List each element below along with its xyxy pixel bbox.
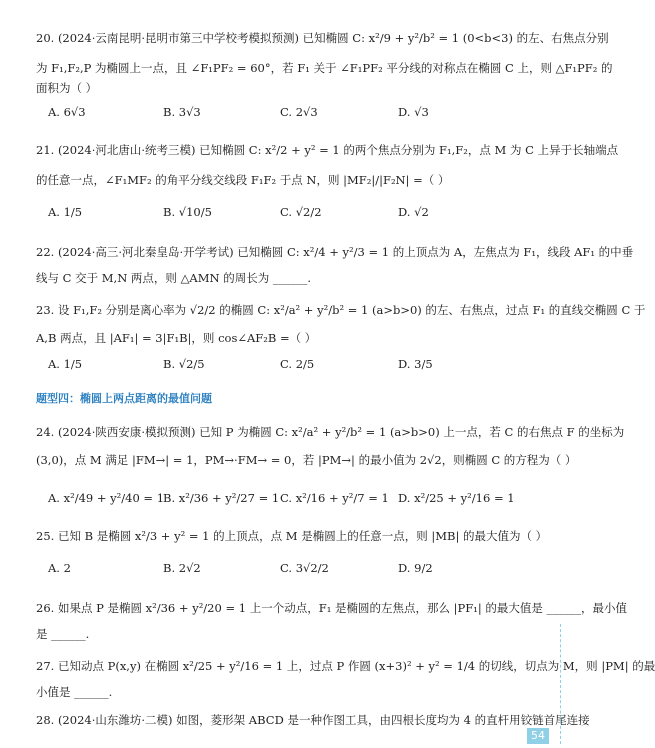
question-line: 的任意一点，∠F₁MF₂ 的角平分线交线段 F₁F₂ 于点 N，则 |MF₂|/|F₂N| =（ ） — [36, 173, 450, 187]
question-line: 线与 C 交于 M,N 两点，则 △AMN 的周长为 ______. — [36, 271, 312, 285]
question-line: 25. 已知 B 是椭圆 x²/3 + y² = 1 的上顶点，点 M 是椭圆上的任意一点，则 |MB| 的最大值为（ ） — [36, 529, 548, 543]
question-line: 28. (2024·山东潍坊·二模) 如图，菱形架 ABCD 是一种作图工具，由四根长度均为 4 的直杆用铰链首尾连接 — [36, 713, 590, 727]
question-line: (3,0)，点 M 满足 |FM→| = 1，PM→·FM→ = 0，若 |PM→| 的最小值为 2√2，则椭圆 C 的方程为（ ） — [36, 453, 577, 467]
question-line: 是 ______. — [36, 627, 90, 641]
answer-option: B. 3√3 — [163, 105, 201, 119]
question-line: 小值是 ______. — [36, 685, 113, 699]
answer-option: C. 2√3 — [280, 105, 318, 119]
answer-option: A. 2 — [48, 561, 71, 575]
question-line: 20. (2024·云南昆明·昆明市第三中学校考模拟预测) 已知椭圆 C: x²/9 + y²/b² = 1 (0<b<3) 的左、右焦点分别 — [36, 31, 609, 45]
answer-option: C. 3√2/2 — [280, 561, 329, 575]
answer-option: C. √2/2 — [280, 205, 322, 219]
margin-decoration — [560, 624, 561, 744]
page-number: 54 — [527, 728, 549, 744]
answer-option: A. x²/49 + y²/40 = 1 — [48, 491, 165, 505]
question-line: 23. 设 F₁,F₂ 分别是离心率为 √2/2 的椭圆 C: x²/a² + y²/b² = 1 (a>b>0) 的左、右焦点，过点 F₁ 的直线交椭圆 C 于 — [36, 303, 646, 317]
question-line: 24. (2024·陕西安康·模拟预测) 已知 P 为椭圆 C: x²/a² + y²/b² = 1 (a>b>0) 上一点，若 C 的右焦点 F 的坐标为 — [36, 425, 625, 439]
answer-option: A. 1/5 — [48, 205, 83, 219]
question-line: 27. 已知动点 P(x,y) 在椭圆 x²/25 + y²/16 = 1 上，过点 P 作圆 (x+3)² + y² = 1/4 的切线，切点为 M，则 |PM| 的最 — [36, 659, 655, 673]
answer-option: D. √2 — [398, 205, 429, 219]
answer-option: B. √10/5 — [163, 205, 212, 219]
question-line: 26. 如果点 P 是椭圆 x²/36 + y²/20 = 1 上一个动点，F₁ 是椭圆的左焦点，那么 |PF₁| 的最大值是 ______，最小值 — [36, 601, 628, 615]
question-line: A,B 两点，且 |AF₁| = 3|F₁B|，则 cos∠AF₂B =（ ） — [36, 331, 317, 345]
answer-option: D. x²/25 + y²/16 = 1 — [398, 491, 515, 505]
answer-option: A. 6√3 — [48, 105, 86, 119]
answer-option: B. x²/36 + y²/27 = 1 — [163, 491, 280, 505]
section-heading: 题型四：椭圆上两点距离的最值问题 — [36, 392, 212, 405]
answer-option: C. x²/16 + y²/7 = 1 — [280, 491, 389, 505]
answer-option: D. √3 — [398, 105, 429, 119]
question-line: 面积为（ ） — [36, 81, 98, 95]
answer-option: C. 2/5 — [280, 357, 315, 371]
question-line: 22. (2024·高三·河北秦皇岛·开学考试) 已知椭圆 C: x²/4 + y²/3 = 1 的上顶点为 A，左焦点为 F₁，线段 AF₁ 的中垂 — [36, 245, 634, 259]
answer-option: B. 2√2 — [163, 561, 201, 575]
question-line: 为 F₁,F₂,P 为椭圆上一点，且 ∠F₁PF₂ = 60°，若 F₁ 关于 ∠F₁PF₂ 平分线的对称点在椭圆 C 上，则 △F₁PF₂ 的 — [36, 61, 613, 75]
answer-option: D. 3/5 — [398, 357, 433, 371]
answer-option: B. √2/5 — [163, 357, 205, 371]
question-line: 21. (2024·河北唐山·统考三模) 已知椭圆 C: x²/2 + y² = 1 的两个焦点分别为 F₁,F₂，点 M 为 C 上异于长轴端点 — [36, 143, 619, 157]
answer-option: A. 1/5 — [48, 357, 83, 371]
answer-option: D. 9/2 — [398, 561, 433, 575]
